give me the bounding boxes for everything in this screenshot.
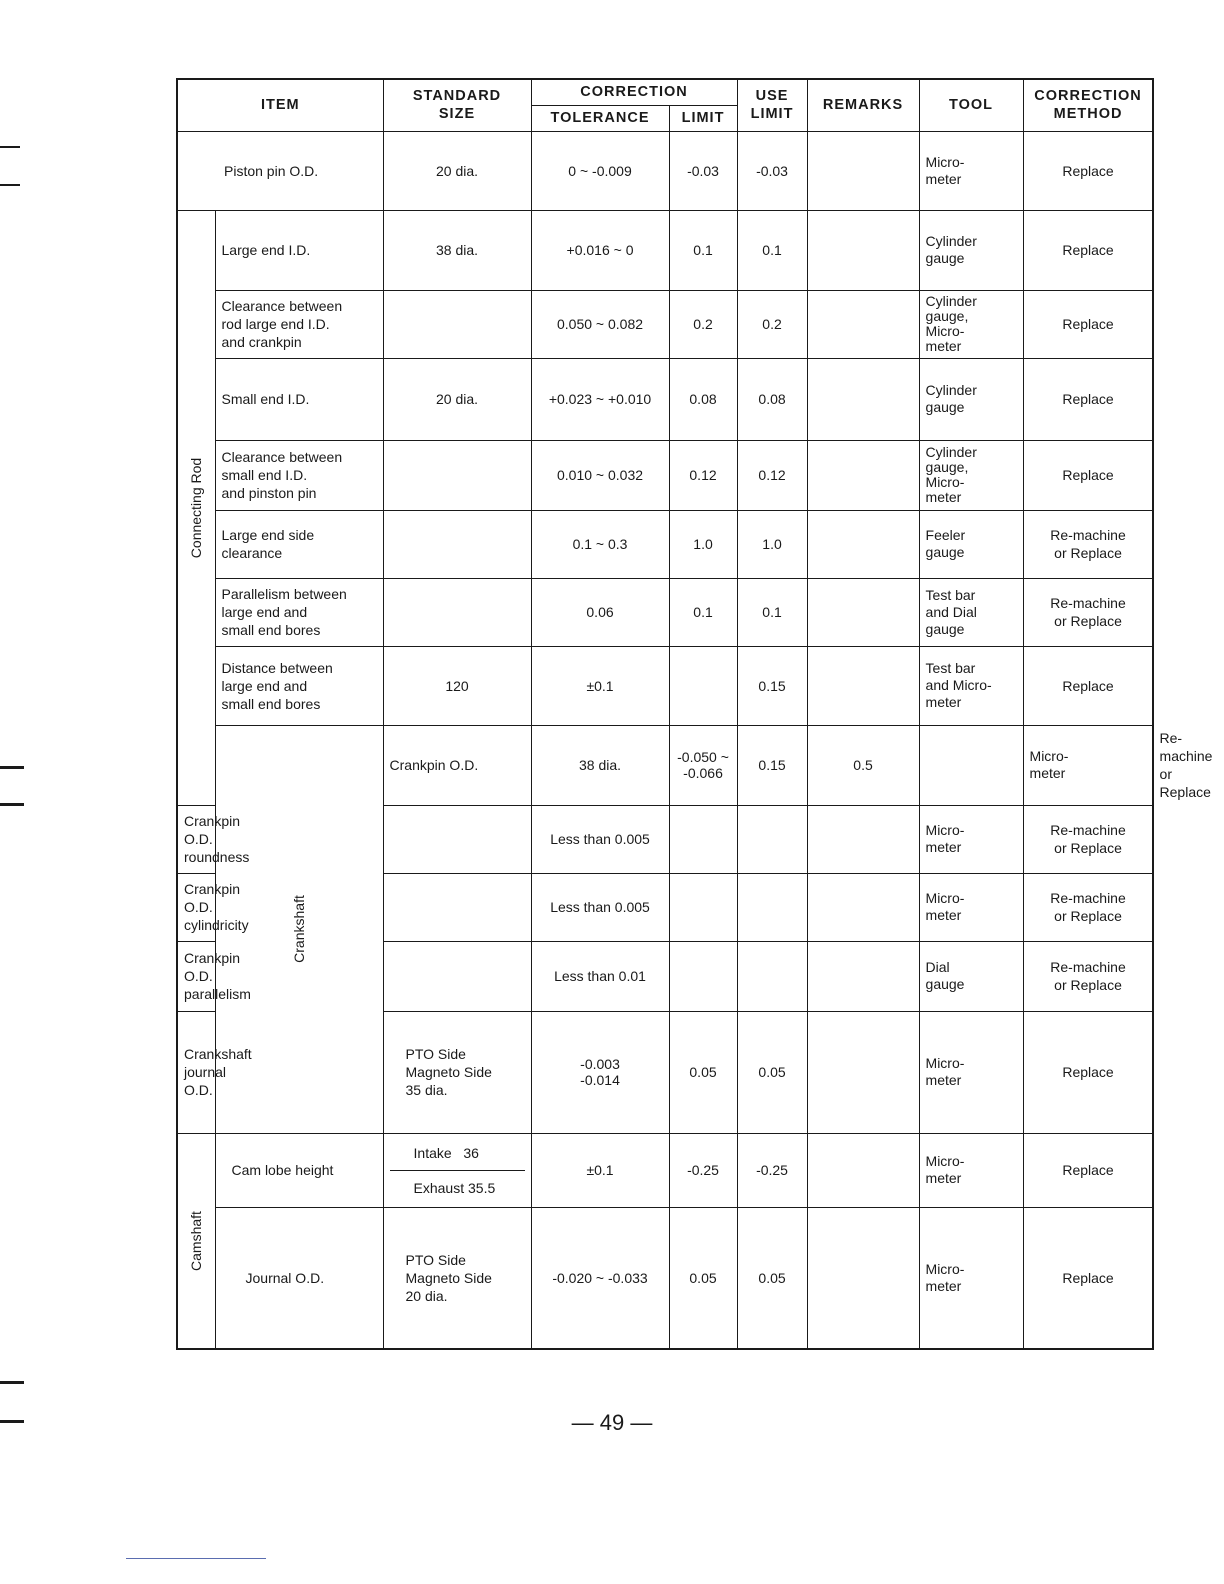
bottom-rule (126, 1558, 266, 1559)
tolerance-cell: 0.050 ~ 0.082 (531, 290, 669, 358)
method-cell: Replace (1023, 1133, 1153, 1207)
item-cell: Small end I.D. (215, 358, 383, 440)
remarks-cell (807, 646, 919, 725)
remarks-cell (807, 131, 919, 210)
use-limit-cell: 0.5 (807, 725, 919, 805)
standard-size-cell: PTO Side Magneto Side 35 dia. (383, 1011, 531, 1133)
table-row (177, 210, 1153, 290)
item-cell: Clearance between rod large end I.D. and crankpin (215, 290, 383, 358)
header-standard-size: STANDARD SIZE (383, 79, 531, 131)
group-label: Connecting Rod (188, 457, 205, 558)
standard-size-cell: 120 (383, 646, 531, 725)
limit-cell (669, 646, 737, 725)
remarks-cell (807, 941, 919, 1011)
group-camshaft (177, 1133, 215, 1349)
method-cell: Re-machine or Replace (1023, 873, 1153, 941)
header-tool: TOOL (919, 79, 1023, 131)
method-cell: Replace (1023, 131, 1153, 210)
tool-cell: Test bar and Dial gauge (919, 578, 1023, 646)
item-cell: Large end side clearance (215, 510, 383, 578)
limit-cell: 0.05 (669, 1207, 737, 1349)
limit-cell: 1.0 (669, 510, 737, 578)
use-limit-cell: 0.05 (737, 1011, 807, 1133)
use-limit-cell (737, 805, 807, 873)
header-item: ITEM (177, 79, 383, 131)
standard-size-cell (383, 510, 531, 578)
tool-cell: Cylinder gauge (919, 210, 1023, 290)
tool-cell: Micro- meter (919, 805, 1023, 873)
tool-cell: Cylinder gauge, Micro- meter (919, 440, 1023, 510)
table-row (177, 290, 1153, 358)
item-cell: Clearance between small end I.D. and pinston pin (215, 440, 383, 510)
limit-cell (669, 873, 737, 941)
header-correction-method: CORRECTION METHOD (1023, 79, 1153, 131)
limit-cell: 0.1 (669, 578, 737, 646)
method-cell: Re-machine or Replace (1023, 805, 1153, 873)
remarks-cell (807, 510, 919, 578)
standard-size-cell (383, 440, 531, 510)
item-cell: Parallelism between large end and small end bores (215, 578, 383, 646)
tolerance-cell: +0.016 ~ 0 (531, 210, 669, 290)
tool-cell: Dial gauge (919, 941, 1023, 1011)
item-cell: Crankpin O.D. (383, 725, 531, 805)
table-row (177, 510, 1153, 578)
method-cell: Replace (1023, 1207, 1153, 1349)
table-row (177, 440, 1153, 510)
remarks-cell (807, 1207, 919, 1349)
limit-cell: 0.15 (737, 725, 807, 805)
use-limit-cell: 0.08 (737, 358, 807, 440)
limit-cell: 0.12 (669, 440, 737, 510)
standard-size-cell (383, 873, 531, 941)
group-connecting-rod (177, 210, 215, 805)
page-number: — 49 — (571, 1410, 653, 1435)
tool-cell: Cylinder gauge, Micro- meter (919, 290, 1023, 358)
use-limit-cell: -0.25 (737, 1133, 807, 1207)
method-cell: Re-machine or Replace (1023, 510, 1153, 578)
remarks-cell (919, 725, 1023, 805)
tool-cell: Micro- meter (919, 1133, 1023, 1207)
standard-size-cell: PTO Side Magneto Side 20 dia. (383, 1207, 531, 1349)
item-cell: Piston pin O.D. (177, 131, 383, 210)
use-limit-cell: 0.05 (737, 1207, 807, 1349)
tolerance-cell: ±0.1 (531, 646, 669, 725)
header-use-limit: USE LIMIT (737, 79, 807, 131)
standard-size-cell (383, 941, 531, 1011)
remarks-cell (807, 290, 919, 358)
margin-mark (0, 1381, 24, 1384)
tolerance-cell: Less than 0.01 (531, 941, 669, 1011)
table-row (177, 358, 1153, 440)
remarks-cell (807, 210, 919, 290)
standard-size-cell (383, 290, 531, 358)
standard-size-cell (383, 1133, 531, 1207)
tolerance-cell: ±0.1 (531, 1133, 669, 1207)
tolerance-cell: 0.010 ~ 0.032 (531, 440, 669, 510)
header-limit: LIMIT (669, 105, 737, 131)
specification-table (176, 78, 1213, 1350)
method-cell: Replace (1023, 646, 1153, 725)
standard-size-cell: 20 dia. (383, 358, 531, 440)
header-correction: CORRECTION (531, 79, 737, 105)
limit-cell: 0.2 (669, 290, 737, 358)
margin-mark (0, 146, 20, 148)
standard-size-cell: 38 dia. (531, 725, 669, 805)
method-cell: Replace (1023, 210, 1153, 290)
remarks-cell (807, 358, 919, 440)
use-limit-cell (737, 873, 807, 941)
use-limit-cell: -0.03 (737, 131, 807, 210)
tool-cell: Micro- meter (919, 1207, 1023, 1349)
item-cell: Crankshaft journal O.D. (177, 1011, 215, 1133)
tolerance-cell: +0.023 ~ +0.010 (531, 358, 669, 440)
header-remarks: REMARKS (807, 79, 919, 131)
remarks-cell (807, 578, 919, 646)
limit-cell (669, 805, 737, 873)
method-cell: Re-machine or Replace (1023, 941, 1153, 1011)
remarks-cell (807, 873, 919, 941)
standard-size-cell: 20 dia. (383, 131, 531, 210)
header-tolerance: TOLERANCE (531, 105, 669, 131)
limit-cell: 0.05 (669, 1011, 737, 1133)
tool-cell: Micro- meter (919, 873, 1023, 941)
item-cell: Crankpin O.D. cylindricity (177, 873, 215, 941)
tolerance-cell: Less than 0.005 (531, 805, 669, 873)
standard-size-cell (383, 805, 531, 873)
method-cell: Replace (1023, 358, 1153, 440)
tolerance-cell: Less than 0.005 (531, 873, 669, 941)
item-cell: Journal O.D. (215, 1207, 383, 1349)
use-limit-cell: 1.0 (737, 510, 807, 578)
margin-mark (0, 184, 20, 186)
use-limit-cell: 0.12 (737, 440, 807, 510)
tolerance-cell: -0.003 -0.014 (531, 1011, 669, 1133)
limit-cell: -0.25 (669, 1133, 737, 1207)
table-row (177, 131, 1153, 210)
tolerance-cell: 0.1 ~ 0.3 (531, 510, 669, 578)
limit-cell: 0.08 (669, 358, 737, 440)
table-row (177, 646, 1153, 725)
tolerance-cell: -0.050 ~ -0.066 (669, 725, 737, 805)
tool-cell: Micro- meter (1023, 725, 1153, 805)
table-row: Crankshaft Crankpin O.D. 38 dia. -0.050 ~ -0.066 0.15 0.5 Micro- meter Re-machine or Replace (177, 725, 1153, 805)
use-limit-cell: 0.1 (737, 578, 807, 646)
tool-cell: Feeler gauge (919, 510, 1023, 578)
item-cell: Distance between large end and small end bores (215, 646, 383, 725)
table-row (177, 1207, 1153, 1349)
use-limit-cell: 0.15 (737, 646, 807, 725)
method-cell: Replace (1023, 440, 1153, 510)
table-row (177, 1133, 1153, 1207)
remarks-cell (807, 805, 919, 873)
tolerance-cell: 0.06 (531, 578, 669, 646)
item-cell: Crankpin O.D. parallelism (177, 941, 215, 1011)
method-cell: Replace (1023, 1011, 1153, 1133)
remarks-cell (807, 1011, 919, 1133)
group-label: Camshaft (188, 1210, 205, 1271)
margin-mark (0, 766, 24, 769)
table-row (177, 578, 1153, 646)
item-cell: Crankpin O.D. roundness (177, 805, 215, 873)
tolerance-cell: 0 ~ -0.009 (531, 131, 669, 210)
exhaust-size: Exhaust 35.5 (413, 1179, 496, 1196)
remarks-cell (807, 1133, 919, 1207)
limit-cell: -0.03 (669, 131, 737, 210)
tolerance-cell: -0.020 ~ -0.033 (531, 1207, 669, 1349)
use-limit-cell: 0.2 (737, 290, 807, 358)
standard-size-cell (383, 578, 531, 646)
limit-cell: 0.1 (669, 210, 737, 290)
group-label: Crankshaft (291, 895, 307, 963)
method-cell: Replace (1023, 290, 1153, 358)
item-cell: Large end I.D. (215, 210, 383, 290)
tool-cell: Cylinder gauge (919, 358, 1023, 440)
group-crankshaft (215, 725, 383, 1133)
tool-cell: Micro- meter (919, 131, 1023, 210)
intake-size: Intake 36 (390, 1136, 525, 1171)
limit-cell (669, 941, 737, 1011)
standard-size-cell: 38 dia. (383, 210, 531, 290)
tool-cell: Test bar and Micro- meter (919, 646, 1023, 725)
item-cell: Cam lobe height (215, 1133, 383, 1207)
use-limit-cell (737, 941, 807, 1011)
tool-cell: Micro- meter (919, 1011, 1023, 1133)
method-cell: Re-machine or Replace (1023, 578, 1153, 646)
use-limit-cell: 0.1 (737, 210, 807, 290)
margin-mark (0, 803, 24, 806)
remarks-cell (807, 440, 919, 510)
